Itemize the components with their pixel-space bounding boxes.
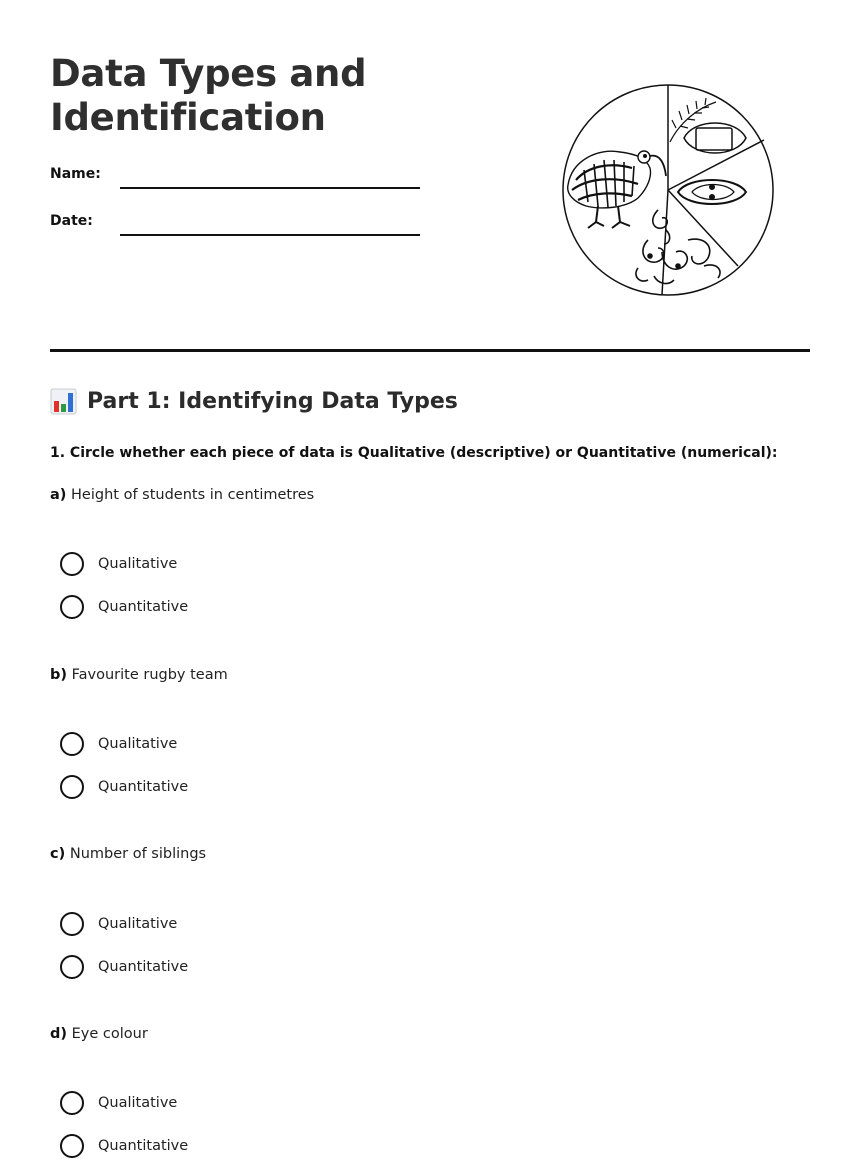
- option-label: Qualitative: [98, 1095, 178, 1111]
- radio-circle[interactable]: [60, 912, 84, 936]
- option-quantitative[interactable]: [60, 955, 188, 979]
- name-label: Name:: [50, 166, 101, 182]
- date-label: Date:: [50, 213, 93, 229]
- radio-circle[interactable]: [60, 955, 84, 979]
- question-prompt: Favourite rugby team: [71, 667, 228, 683]
- question-text: [50, 487, 810, 503]
- question-text: [50, 667, 810, 683]
- option-label: Quantitative: [98, 1138, 189, 1154]
- question-text: [50, 1026, 810, 1042]
- koru-pattern-icon: [636, 210, 720, 283]
- page-title: Data Types and Identification: [50, 52, 367, 139]
- radio-circle[interactable]: [60, 1091, 84, 1115]
- date-field[interactable]: [120, 234, 420, 236]
- option-qualitative[interactable]: [60, 732, 177, 756]
- question-letter: a): [50, 487, 67, 503]
- question-letter: d): [50, 1026, 68, 1042]
- question-letter: b): [50, 667, 68, 683]
- option-quantitative[interactable]: [60, 1134, 188, 1158]
- question-text: [50, 846, 810, 862]
- option-label: Quantitative: [98, 779, 189, 795]
- radio-circle[interactable]: [60, 595, 84, 619]
- option-quantitative[interactable]: [60, 595, 188, 619]
- radio-circle[interactable]: [60, 775, 84, 799]
- section-title: Part 1: Identifying Data Types: [87, 389, 458, 414]
- question-b: [50, 667, 810, 795]
- question-prompt: Number of siblings: [69, 846, 207, 862]
- section-divider: [50, 349, 810, 352]
- option-qualitative[interactable]: [60, 912, 177, 936]
- question-letter: c): [50, 846, 66, 862]
- option-label: Quantitative: [98, 959, 189, 975]
- section-heading: [50, 388, 458, 415]
- question-prompt: Eye colour: [71, 1026, 148, 1042]
- name-field[interactable]: [120, 187, 420, 189]
- option-label: Qualitative: [98, 556, 178, 572]
- question-a: [50, 487, 810, 615]
- option-quantitative[interactable]: [60, 775, 188, 799]
- radio-circle[interactable]: [60, 552, 84, 576]
- radio-circle[interactable]: [60, 732, 84, 756]
- kiwi-icon: [568, 151, 666, 228]
- bar-chart-icon: [50, 388, 77, 415]
- question-prompt: Height of students in centimetres: [71, 487, 315, 503]
- option-qualitative[interactable]: [60, 552, 177, 576]
- option-qualitative[interactable]: [60, 1091, 177, 1115]
- option-label: Qualitative: [98, 916, 178, 932]
- rugby-ball-icon: [684, 123, 746, 153]
- rugby-ball-icon: [678, 180, 746, 204]
- question-d: [50, 1026, 810, 1154]
- kiwi-emblem-illustration: [558, 80, 778, 300]
- option-label: Qualitative: [98, 736, 178, 752]
- question-c: [50, 846, 810, 975]
- radio-circle[interactable]: [60, 1134, 84, 1158]
- option-label: Quantitative: [98, 599, 189, 615]
- question-instruction: 1. Circle whether each piece of data is Qualitative (descriptive) or Quantitative (numerical):: [50, 445, 778, 461]
